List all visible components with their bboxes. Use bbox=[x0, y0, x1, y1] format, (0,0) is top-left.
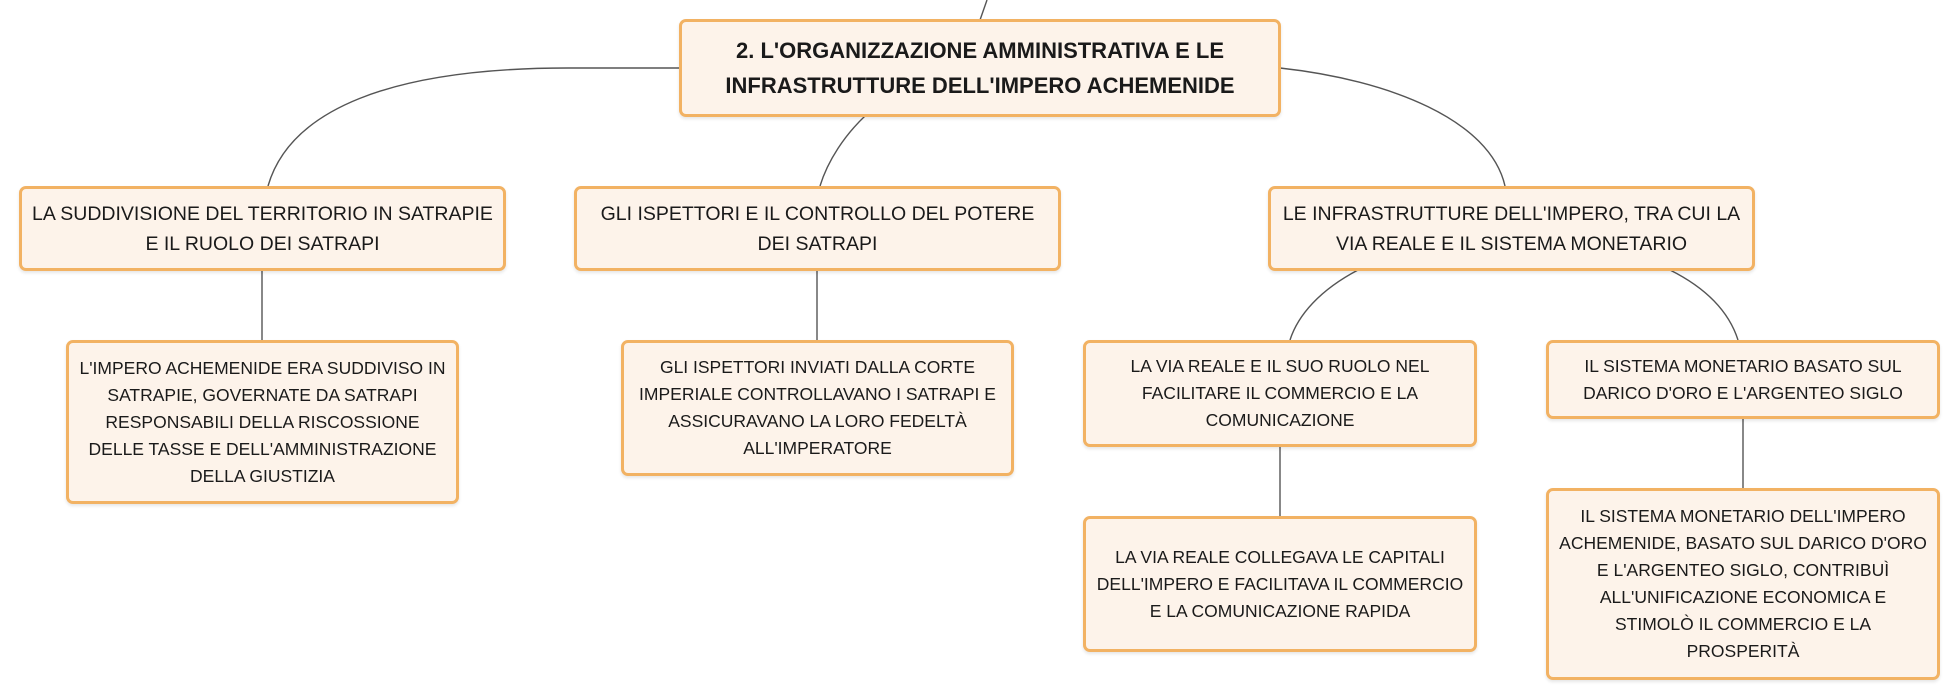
root-node[interactable] bbox=[679, 19, 1281, 117]
viareale-label: LA VIA REALE E IL SUO RUOLO NEL FACILITARE IL COMMERCIO E LA COMUNICAZIONE bbox=[1130, 356, 1430, 430]
ispettori-detail-node[interactable] bbox=[621, 340, 1014, 476]
connector-root-satrapie bbox=[268, 68, 680, 186]
connector-root-parent bbox=[980, 0, 987, 20]
branch-ispettori-label: GLI ISPETTORI E IL CONTROLLO DEL POTERE DEI SATRAPI bbox=[600, 202, 1035, 255]
connector-root-infrastrutture bbox=[1280, 68, 1505, 186]
branch-ispettori-node[interactable] bbox=[574, 186, 1061, 271]
root-label: 2. L'ORGANIZZAZIONE AMMINISTRATIVA E LE INFRASTRUTTURE DELL'IMPERO ACHEMENIDE bbox=[725, 38, 1235, 98]
connector-infrastrutture-monetario bbox=[1670, 270, 1738, 340]
connector-infrastrutture-viareale bbox=[1290, 270, 1358, 340]
ispettori-detail-text: GLI ISPETTORI INVIATI DALLA CORTE IMPERIALE CONTROLLAVANO I SATRAPI E ASSICURAVANO LA LORO FEDELTÀ ALL'IMPERATORE bbox=[639, 357, 996, 458]
monetario-label: IL SISTEMA MONETARIO BASATO SUL DARICO D'ORO E L'ARGENTEO SIGLO bbox=[1583, 355, 1903, 403]
monetario-node[interactable] bbox=[1546, 340, 1940, 419]
branch-satrapie-label: LA SUDDIVISIONE DEL TERRITORIO IN SATRAPIE E IL RUOLO DEI SATRAPI bbox=[32, 202, 493, 255]
viareale-detail-text: LA VIA REALE COLLEGAVA LE CAPITALI DELL'IMPERO E FACILITAVA IL COMMERCIO E LA COMUNICAZIONE RAPIDA bbox=[1096, 546, 1464, 621]
monetario-detail-text: IL SISTEMA MONETARIO DELL'IMPERO ACHEMENIDE, BASATO SUL DARICO D'ORO E L'ARGENTEO SIGLO, CONTRIBUÌ ALL'UNIFICAZIONE ECONOMICA E STIMOLÒ IL COMMERCIO E LA PROSPERITÀ bbox=[1559, 506, 1927, 661]
satrapie-detail-text: L'IMPERO ACHEMENIDE ERA SUDDIVISO IN SATRAPIE, GOVERNATE DA SATRAPI RESPONSABILI DELLA RISCOSSIONE DELLE TASSE E DELL'AMMINISTRAZIONE DELLA GIUSTIZIA bbox=[79, 357, 446, 486]
viareale-detail-node[interactable] bbox=[1083, 516, 1477, 652]
branch-infrastrutture-node[interactable] bbox=[1268, 186, 1755, 271]
monetario-detail-node[interactable] bbox=[1546, 488, 1940, 680]
branch-infrastrutture-label: LE INFRASTRUTTURE DELL'IMPERO, TRA CUI LA VIA REALE E IL SISTEMA MONETARIO bbox=[1282, 202, 1741, 255]
satrapie-detail-node[interactable] bbox=[66, 340, 459, 504]
connector-root-ispettori bbox=[820, 116, 865, 186]
branch-satrapie-node[interactable] bbox=[19, 186, 506, 271]
viareale-node[interactable] bbox=[1083, 340, 1477, 447]
